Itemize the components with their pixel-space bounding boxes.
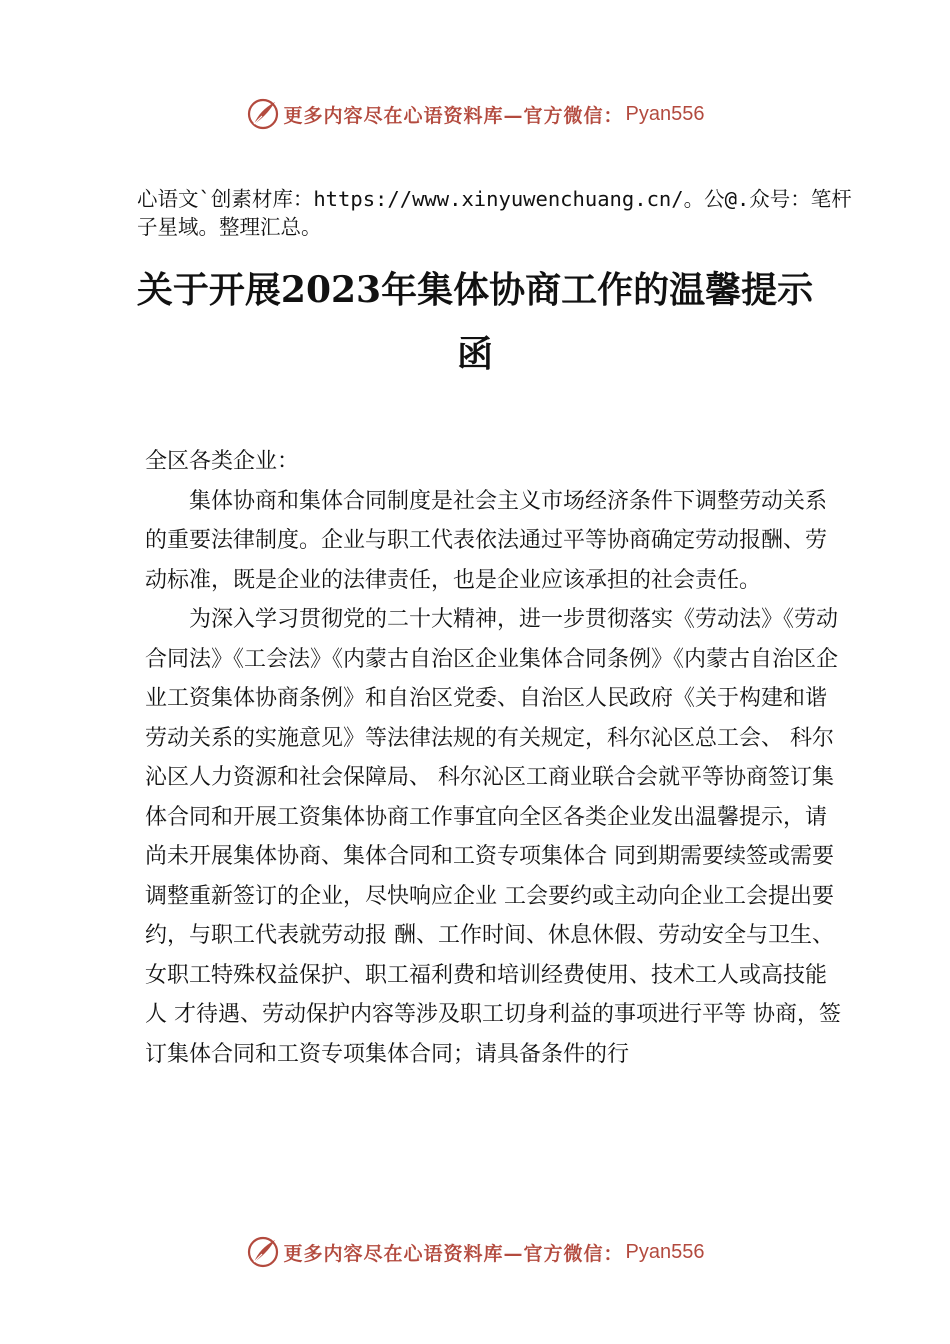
document-title: 关于开展2023年集体协商工作的温馨提示函 — [136, 269, 814, 375]
salutation: 全区各类企业： — [145, 449, 300, 474]
header-banner — [0, 94, 950, 134]
banner-text: 更多内容尽在心语资料库—官方微信： — [283, 104, 624, 127]
quill-logo-icon — [246, 97, 280, 131]
quill-logo-icon — [246, 1235, 280, 1269]
footer-banner — [0, 1232, 950, 1272]
banner-text: 更多内容尽在心语资料库—官方微信： — [283, 1242, 624, 1265]
paragraph-1: 集体协商和集体合同制度是社会主义市场经济条件下调整劳动关系的重要法律制度。企业与职工代表依法通过平等协商确定劳动报酬、劳动标准，既是企业的法律责任，也是企业应该承担的社会责任。 — [145, 488, 828, 593]
paragraph-2: 为深入学习贯彻党的二十大精神，进一步贯彻落实《劳动法》《劳动合同法》《工会法》《内蒙古自治区企业集体合同条例》《内蒙古自治区企业工资集体协商条例》和自治区党委、自治区人民政府《关于构建和谐劳动关系的实施意见》等法律法规的有关规定，科尔沁区总工会、 科尔沁区人力资源和社会保障局、 科尔沁区工商业联合会就平等协商签订集体合同和开展工资集体协商工作事宜向全区各类企业发出温馨提示，请尚未开展集体协商、集体合同和工资专项集体合 同到期需要续签或需要调整重新签订的企业，尽快响应企业 工会要约或主动向企业工会提出要约，与职工代表就劳动报 酬、工作时间、休息休假、劳动安全与卫生、女职工特殊权益保护、职工福利费和培训经费使用、技术工人或高技能人 才待遇、劳动保护内容等涉及职工切身利益的事项进行平等 协商，签订集体合同和工资专项集体合同；请具备条件的行 — [145, 607, 841, 1067]
source-note: 心语文`创素材库：https://www.xinyuwenchuang.cn/。公@.众号：笔杆子星域。整理汇总。 — [137, 187, 852, 239]
document-body — [145, 442, 845, 1074]
wechat-id: Pyan556 — [625, 1240, 705, 1263]
wechat-id: Pyan556 — [625, 102, 705, 125]
